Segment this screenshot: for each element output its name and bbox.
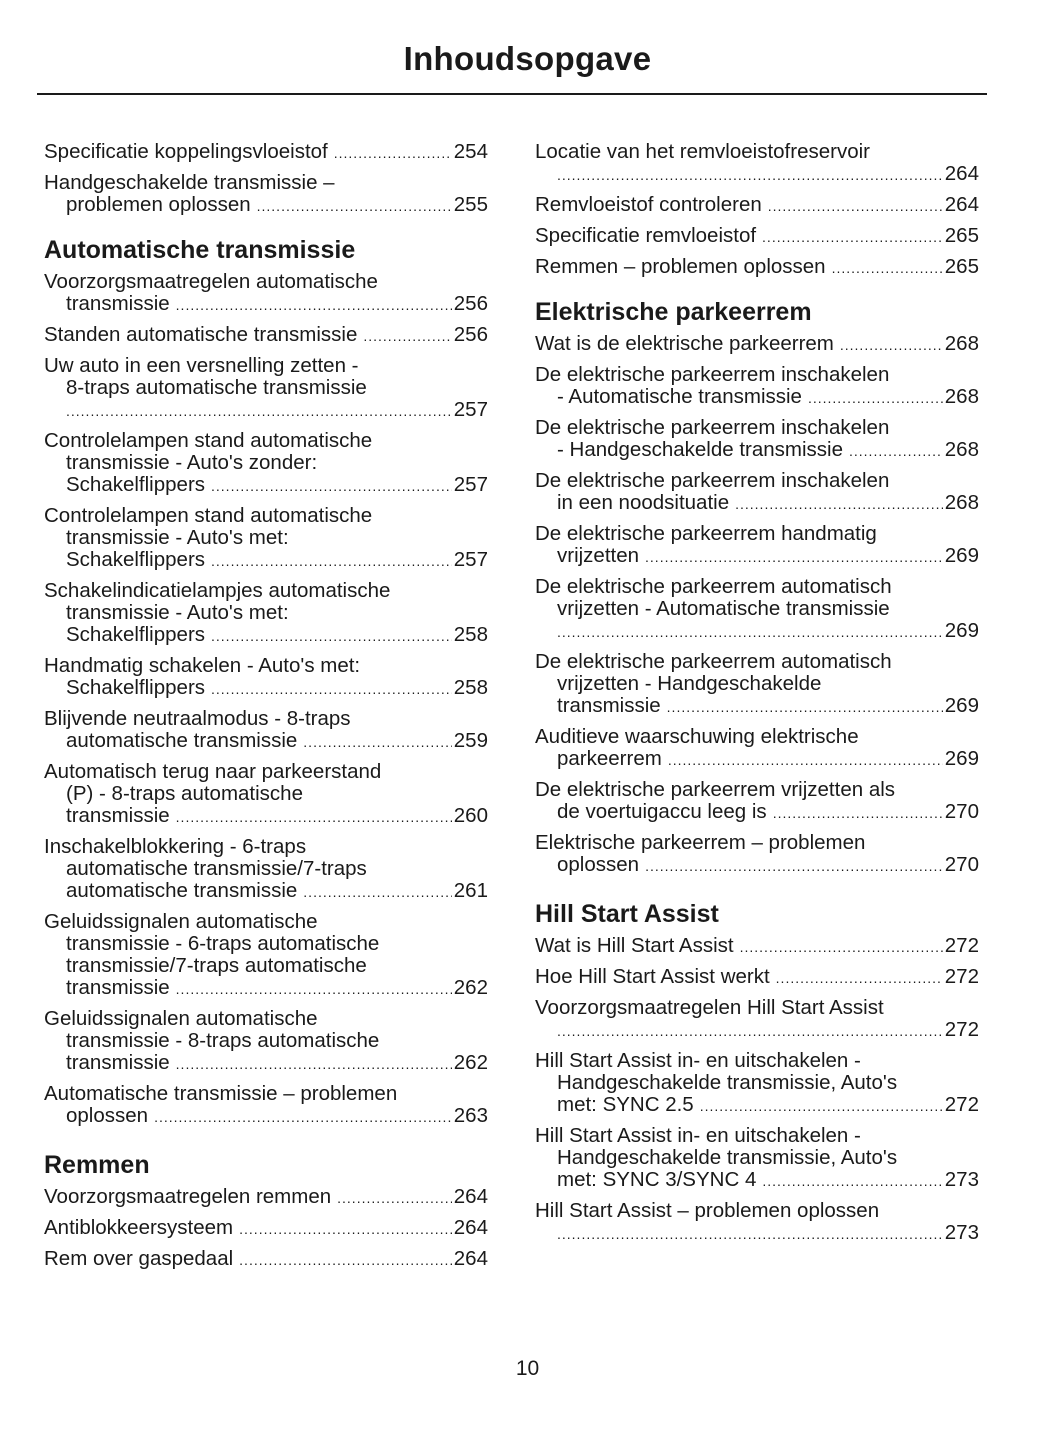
toc-entry-last-line: [535, 194, 979, 217]
dot-leader: [303, 731, 451, 753]
toc-entry-text: Geluidssignalen automatische: [44, 1007, 318, 1030]
dot-leader: [211, 475, 452, 497]
page-number: 10: [515, 1357, 540, 1380]
toc-entry[interactable]: [44, 324, 488, 347]
toc-entry-line: [44, 858, 488, 880]
dot-leader: [337, 1187, 452, 1209]
toc-page-number: 264: [453, 1216, 488, 1239]
toc-entry-text: vrijzetten - Handgeschakelde: [557, 672, 822, 695]
toc-entry-text: transmissie/7-traps automatische: [66, 954, 367, 977]
dot-leader: [768, 195, 943, 217]
toc-entry-text: Hoe Hill Start Assist werkt: [535, 965, 770, 988]
toc-entry-last-line: [44, 677, 488, 700]
toc-entry-line: [44, 708, 488, 730]
toc-entry-text: Standen automatische transmissie: [44, 323, 358, 346]
toc-entry-line: [535, 1147, 979, 1169]
toc-entry[interactable]: [44, 761, 488, 828]
dot-leader: [667, 696, 943, 718]
toc-page-number: 269: [944, 544, 979, 567]
toc-entry-text: De elektrische parkeerrem automatisch: [535, 575, 892, 598]
toc-entry[interactable]: [535, 470, 979, 515]
toc-section: [535, 297, 979, 877]
toc-entry-line: [44, 377, 488, 399]
toc-entry-text: parkeerrem: [557, 747, 662, 770]
toc-entry-last-line: [44, 1217, 488, 1240]
dot-leader: [645, 855, 943, 877]
toc-entry-text: Auditieve waarschuwing elektrische: [535, 725, 859, 748]
dot-leader: [645, 546, 943, 568]
toc-page-number: 272: [944, 934, 979, 957]
toc-entry-line: [44, 452, 488, 474]
toc-entry-last-line: [535, 1222, 979, 1245]
toc-entry-text: transmissie - Auto's zonder:: [66, 451, 318, 474]
toc-entry-text: problemen oplossen: [66, 193, 251, 216]
dot-leader: [740, 936, 943, 958]
toc-page-number: 264: [453, 1247, 488, 1270]
dot-leader: [239, 1249, 452, 1271]
toc-entry-text: Locatie van het remvloeistofreservoir: [535, 140, 870, 163]
toc-page-number: 272: [944, 1093, 979, 1116]
toc-entry-text: Schakelflippers: [66, 623, 206, 646]
toc-page-number: 268: [944, 385, 979, 408]
toc-page-number: 261: [453, 879, 488, 902]
toc-entry-line: [44, 1008, 488, 1030]
toc-entry-line: [44, 505, 488, 527]
toc-entry-text: Schakelflippers: [66, 473, 206, 496]
toc-entry-text: Schakelindicatielampjes automatische: [44, 579, 391, 602]
toc-entry-text: oplossen: [66, 1104, 149, 1127]
toc-entry-text: vrijzetten: [557, 544, 640, 567]
toc-entry-line: [44, 602, 488, 624]
page-title: Inhoudsopgave: [403, 40, 652, 77]
toc-entry[interactable]: [44, 355, 488, 422]
toc-section: [535, 141, 979, 279]
toc-entry-text: Controlelampen stand automatische: [44, 504, 373, 527]
toc-page-number: 272: [944, 1018, 979, 1041]
dot-leader: [557, 1223, 943, 1245]
toc-entry-text: Schakelflippers: [66, 548, 206, 571]
toc-entry[interactable]: [44, 836, 488, 903]
toc-entry-text: Uw auto in een versnelling zetten -: [44, 354, 359, 377]
toc-page-number: 273: [944, 1221, 979, 1244]
toc-page-number: 255: [453, 193, 488, 216]
dot-leader: [832, 257, 943, 279]
toc-entry-text: De elektrische parkeerrem automatisch: [535, 650, 892, 673]
toc-entry-text: Inschakelblokkering - 6-traps: [44, 835, 307, 858]
toc-entry-last-line: [535, 748, 979, 771]
dot-leader: [154, 1106, 452, 1128]
toc-page-number: 262: [453, 1051, 488, 1074]
toc-entry-line: [44, 527, 488, 549]
toc-entry[interactable]: [535, 364, 979, 409]
toc-entry-text: transmissie: [557, 694, 661, 717]
toc-page-number: 254: [453, 140, 488, 163]
toc-entry-line: [535, 364, 979, 386]
toc-page-number: 264: [944, 162, 979, 185]
toc-page-number: 257: [453, 548, 488, 571]
toc-entry-last-line: [44, 293, 488, 316]
toc-entry-line: [44, 761, 488, 783]
toc-column-right: [535, 141, 979, 1267]
toc-entry-text: met: SYNC 3/SYNC 4: [557, 1168, 757, 1191]
toc-entry[interactable]: [535, 333, 979, 356]
toc-entry-text: transmissie - Auto's met:: [66, 601, 289, 624]
toc-entry-line: [535, 1200, 979, 1222]
toc-entry[interactable]: [44, 1217, 488, 1240]
toc-entry-line: [535, 141, 979, 163]
toc-entry-text: Automatisch terug naar parkeerstand: [44, 760, 382, 783]
toc-entry-text: Wat is de elektrische parkeerrem: [535, 332, 834, 355]
toc-entry[interactable]: [44, 708, 488, 753]
toc-page-number: 269: [944, 694, 979, 717]
toc-entry-last-line: [535, 256, 979, 279]
toc-entry-line: [535, 651, 979, 673]
toc-entry-text: automatische transmissie: [66, 879, 298, 902]
toc-page-number: 272: [944, 965, 979, 988]
toc-entry-last-line: [44, 805, 488, 828]
toc-entry[interactable]: [535, 832, 979, 877]
toc-entry-text: De elektrische parkeerrem inschakelen: [535, 469, 890, 492]
toc-entry-last-line: [535, 439, 979, 462]
toc-entry-last-line: [535, 801, 979, 824]
toc-page-number: 265: [944, 255, 979, 278]
toc-section: [44, 141, 488, 217]
toc-section: [535, 899, 979, 1245]
toc-entry-line: [44, 1083, 488, 1105]
toc-entry-line: [44, 430, 488, 452]
toc-entry-text: transmissie: [66, 292, 170, 315]
toc-entry-text: De elektrische parkeerrem inschakelen: [535, 416, 890, 439]
dot-leader: [700, 1095, 943, 1117]
toc-section: [44, 1150, 488, 1271]
toc-entry[interactable]: [535, 997, 979, 1042]
dot-leader: [849, 440, 943, 462]
toc-entry-line: [535, 1072, 979, 1094]
toc-entry-text: - Handgeschakelde transmissie: [557, 438, 843, 461]
toc-page-number: 268: [944, 438, 979, 461]
toc-entry-text: Elektrische parkeerrem – problemen: [535, 831, 866, 854]
toc-entry-text: de voertuigaccu leeg is: [557, 800, 767, 823]
toc-entry-line: [44, 955, 488, 977]
toc-entry-line: [44, 783, 488, 805]
toc-entry-last-line: [44, 1248, 488, 1271]
toc-page-number: 256: [453, 323, 488, 346]
toc-entry-last-line: [535, 935, 979, 958]
toc-entry[interactable]: [535, 935, 979, 958]
toc-entry-text: Wat is Hill Start Assist: [535, 934, 734, 957]
toc-entry-line: [44, 271, 488, 293]
toc-entry-line: [535, 523, 979, 545]
toc-entry-text: Controlelampen stand automatische: [44, 429, 373, 452]
toc-entry[interactable]: [535, 779, 979, 824]
toc-entry-last-line: [535, 225, 979, 248]
toc-page-number: 259: [453, 729, 488, 752]
toc-entry-line: [535, 576, 979, 598]
dot-leader: [557, 1020, 943, 1042]
dot-leader: [557, 621, 943, 643]
toc-entry-last-line: [44, 977, 488, 1000]
toc-entry-text: in een noodsituatie: [557, 491, 730, 514]
toc-entry-last-line: [535, 1019, 979, 1042]
toc-page-number: 257: [453, 398, 488, 421]
section-heading: Hill Start Assist: [535, 900, 719, 928]
toc-entry[interactable]: [535, 256, 979, 279]
toc-entry-line: [44, 172, 488, 194]
toc-page-number: 268: [944, 332, 979, 355]
dot-leader: [334, 142, 452, 164]
toc-entry-text: De elektrische parkeerrem handmatig: [535, 522, 877, 545]
toc-entry-last-line: [535, 966, 979, 989]
toc-page-number: 268: [944, 491, 979, 514]
toc-entry[interactable]: [535, 1200, 979, 1245]
toc-entry-text: vrijzetten - Automatische transmissie: [557, 597, 890, 620]
toc-page-number: 258: [453, 623, 488, 646]
toc-entry-last-line: [44, 1052, 488, 1075]
toc-entry-text: Voorzorgsmaatregelen Hill Start Assist: [535, 996, 884, 1019]
toc-page-number: 273: [944, 1168, 979, 1191]
toc-entry[interactable]: [44, 1186, 488, 1209]
toc-page-number: 260: [453, 804, 488, 827]
dot-leader: [808, 387, 943, 409]
toc-entry-text: automatische transmissie/7-traps: [66, 857, 367, 880]
toc-entry-text: Remvloeistof controleren: [535, 193, 762, 216]
toc-page-number: 265: [944, 224, 979, 247]
section-heading: Automatische transmissie: [44, 236, 356, 264]
toc-entry[interactable]: [535, 523, 979, 568]
toc-entry[interactable]: [535, 726, 979, 771]
toc-entry-text: Hill Start Assist in- en uitschakelen -: [535, 1049, 861, 1072]
toc-entry-line: [44, 655, 488, 677]
dot-leader: [211, 678, 452, 700]
toc-page-number: 264: [944, 193, 979, 216]
toc-entry[interactable]: [44, 172, 488, 217]
toc-entry[interactable]: [44, 580, 488, 647]
dot-leader: [557, 164, 943, 186]
dot-leader: [176, 806, 452, 828]
toc-entry-text: Hill Start Assist in- en uitschakelen -: [535, 1124, 861, 1147]
dot-leader: [239, 1218, 452, 1240]
dot-leader: [211, 550, 452, 572]
toc-entry-text: De elektrische parkeerrem inschakelen: [535, 363, 890, 386]
toc-entry-last-line: [535, 333, 979, 356]
toc-entry-text: transmissie: [66, 1051, 170, 1074]
dot-leader: [773, 802, 943, 824]
toc-entry-text: Blijvende neutraalmodus - 8-traps: [44, 707, 351, 730]
dot-leader: [66, 400, 452, 422]
dot-leader: [762, 1170, 942, 1192]
dot-leader: [762, 226, 943, 248]
toc-entry-text: Specificatie remvloeistof: [535, 224, 757, 247]
toc-entry-line: [535, 1050, 979, 1072]
toc-entry[interactable]: [44, 141, 488, 164]
toc-entry[interactable]: [535, 966, 979, 989]
toc-entry-last-line: [44, 1186, 488, 1209]
toc-entry-last-line: [44, 880, 488, 903]
toc-entry-last-line: [535, 1169, 979, 1192]
toc-entry-line: [44, 580, 488, 602]
toc-entry-text: transmissie: [66, 976, 170, 999]
toc-entry-last-line: [44, 141, 488, 164]
toc-entry-text: Handmatig schakelen - Auto's met:: [44, 654, 361, 677]
dot-leader: [211, 625, 452, 647]
toc-entry[interactable]: [535, 1125, 979, 1192]
toc-entry-text: transmissie: [66, 804, 170, 827]
toc-entry-line: [535, 779, 979, 801]
toc-entry-text: Remmen – problemen oplossen: [535, 255, 826, 278]
toc-entry[interactable]: [535, 1050, 979, 1117]
toc-entry-last-line: [44, 1105, 488, 1128]
toc-entry[interactable]: [535, 141, 979, 186]
toc-entry-last-line: [44, 549, 488, 572]
toc-entry-last-line: [44, 399, 488, 422]
toc-entry-last-line: [44, 324, 488, 347]
toc-entry-last-line: [535, 386, 979, 409]
toc-entry[interactable]: [535, 651, 979, 718]
toc-page-number: 263: [453, 1104, 488, 1127]
toc-entry-line: [44, 836, 488, 858]
toc-entry[interactable]: [535, 225, 979, 248]
toc-entry-text: Antiblokkeersysteem: [44, 1216, 234, 1239]
toc-entry-text: Handgeschakelde transmissie, Auto's: [557, 1146, 898, 1169]
toc-page-number: 258: [453, 676, 488, 699]
toc-entry-last-line: [535, 1094, 979, 1117]
toc-entry-line: [44, 933, 488, 955]
toc-entry-line: [44, 911, 488, 933]
dot-leader: [776, 967, 943, 989]
toc-entry-text: Automatische transmissie – problemen: [44, 1082, 398, 1105]
section-heading: Elektrische parkeerrem: [535, 298, 812, 326]
dot-leader: [176, 1053, 452, 1075]
toc-page-number: 269: [944, 619, 979, 642]
toc-entry-last-line: [535, 163, 979, 186]
toc-entry-text: Geluidssignalen automatische: [44, 910, 318, 933]
toc-entry-last-line: [44, 474, 488, 497]
toc-entry[interactable]: [44, 911, 488, 1000]
dot-leader: [840, 334, 943, 356]
toc-page-number: 257: [453, 473, 488, 496]
toc-entry-text: met: SYNC 2.5: [557, 1093, 694, 1116]
toc-entry-text: Voorzorgsmaatregelen automatische: [44, 270, 378, 293]
toc-entry[interactable]: [44, 271, 488, 316]
toc-entry-line: [535, 470, 979, 492]
toc-entry-text: - Automatische transmissie: [557, 385, 802, 408]
toc-entry-text: Rem over gaspedaal: [44, 1247, 234, 1270]
toc-entry-line: [535, 997, 979, 1019]
toc-entry-line: [44, 1030, 488, 1052]
toc-page-number: 256: [453, 292, 488, 315]
toc-entry-line: [535, 417, 979, 439]
toc-entry[interactable]: [44, 1008, 488, 1075]
toc-entry-line: [535, 726, 979, 748]
toc-entry-last-line: [44, 194, 488, 217]
toc-entry-text: Schakelflippers: [66, 676, 206, 699]
dot-leader: [303, 881, 451, 903]
toc-entry-line: [44, 355, 488, 377]
dot-leader: [735, 493, 943, 515]
dot-leader: [668, 749, 943, 771]
dot-leader: [176, 294, 452, 316]
toc-entry-line: [535, 832, 979, 854]
toc-page-number: 270: [944, 800, 979, 823]
toc-entry-text: transmissie - 6-traps automatische: [66, 932, 380, 955]
toc-entry-last-line: [535, 854, 979, 877]
toc-column-left: [44, 141, 488, 1293]
toc-entry-line: [535, 1125, 979, 1147]
toc-entry-text: Voorzorgsmaatregelen remmen: [44, 1185, 332, 1208]
toc-entry-text: Specificatie koppelingsvloeistof: [44, 140, 328, 163]
toc-entry[interactable]: [535, 417, 979, 462]
toc-section: [44, 235, 488, 1128]
toc-entry-text: De elektrische parkeerrem vrijzetten als: [535, 778, 896, 801]
toc-entry-last-line: [535, 545, 979, 568]
toc-entry-text: (P) - 8-traps automatische: [66, 782, 303, 805]
toc-entry-text: Handgeschakelde transmissie –: [44, 171, 335, 194]
toc-page-number: 264: [453, 1185, 488, 1208]
toc-entry-last-line: [44, 624, 488, 647]
toc-entry-text: 8-traps automatische transmissie: [66, 376, 367, 399]
toc-entry-last-line: [535, 695, 979, 718]
toc-entry-last-line: [44, 730, 488, 753]
toc-entry-text: oplossen: [557, 853, 640, 876]
toc-entry[interactable]: [535, 194, 979, 217]
toc-entry-last-line: [535, 492, 979, 515]
toc-entry[interactable]: [44, 1248, 488, 1271]
toc-entry-text: Hill Start Assist – problemen oplossen: [535, 1199, 880, 1222]
toc-entry[interactable]: [44, 430, 488, 497]
section-heading: Remmen: [44, 1151, 150, 1179]
dot-leader: [176, 978, 452, 1000]
toc-entry[interactable]: [44, 505, 488, 572]
toc-page-number: 269: [944, 747, 979, 770]
toc-page-number: 270: [944, 853, 979, 876]
toc-entry-text: automatische transmissie: [66, 729, 298, 752]
toc-entry-text: transmissie - Auto's met:: [66, 526, 289, 549]
toc-entry-last-line: [535, 620, 979, 643]
dot-leader: [257, 195, 452, 217]
toc-entry-line: [535, 598, 979, 620]
title-divider: [37, 93, 987, 95]
toc-entry[interactable]: [44, 655, 488, 700]
toc-entry-text: transmissie - 8-traps automatische: [66, 1029, 380, 1052]
dot-leader: [363, 325, 451, 347]
toc-entry-line: [535, 673, 979, 695]
toc-entry-text: Handgeschakelde transmissie, Auto's: [557, 1071, 898, 1094]
toc-page-number: 262: [453, 976, 488, 999]
toc-entry[interactable]: [44, 1083, 488, 1128]
toc-entry[interactable]: [535, 576, 979, 643]
